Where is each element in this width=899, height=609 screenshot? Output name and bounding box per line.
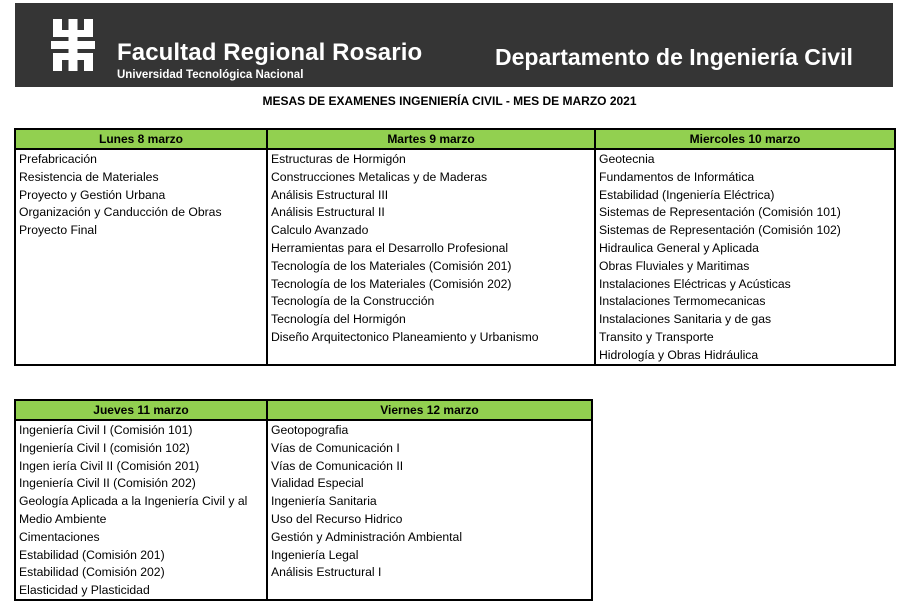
subject-item: Sistemas de Representación (Comisión 101) [599,205,841,220]
subject-list [268,421,591,582]
subject-item: Ingeniería Civil I (comisión 102) [19,440,190,455]
subject-item: Vías de Comunicación I [271,440,400,455]
subject-item: Hidraulica General y Aplicada [599,240,759,255]
page-title: MESAS DE EXAMENES INGENIERÍA CIVIL - MES DE MARZO 2021 [262,94,637,108]
schedule-table-week-1 [14,128,896,366]
subject-item: Transito y Transporte [599,329,714,344]
header-banner [15,3,893,87]
department-name: Departamento de Ingeniería Civil [495,44,853,70]
subject-item: Estabilidad (Comisión 202) [19,565,165,580]
subject-item: Uso del Recurso Hidrico [271,511,403,526]
subject-list [596,150,894,365]
institution-name: Facultad Regional Rosario [117,39,423,66]
subject-item: Cimentaciones [19,529,100,544]
subject-item: Geotopografia [271,423,349,437]
subject-item: Diseño Arquitectonico Planeamiento y Urbanismo [271,329,539,344]
day-column [16,130,266,364]
subject-item: Geotecnia [599,152,655,166]
day-header: Martes 9 marzo [268,130,594,150]
subject-list [16,150,266,240]
subject-item: Tecnología del Hormigón [271,312,406,327]
day-column [266,130,594,364]
subject-item: Tecnología de la Construcción [271,294,435,309]
university-name: Universidad Tecnológica Nacional [117,69,304,81]
subject-item: Fundamentos de Informática [599,169,755,184]
subject-item: Ingen iería Civil II (Comisión 201) [19,458,200,473]
subject-list [16,421,266,600]
subject-item: Estabilidad (Comisión 201) [19,547,165,562]
subject-item: Prefabricación [19,152,97,166]
subject-item: Tecnología de los Materiales (Comisión 202) [271,276,512,291]
subject-item: Geología Aplicada a la Ingeniería Civil y al Medio Ambiente [19,494,248,526]
subject-item: Ingeniería Civil I (Comisión 101) [19,423,193,437]
subject-item: Vialidad Especial [271,476,364,491]
day-column [594,130,894,364]
subject-item: Análisis Estructural II [271,205,385,220]
day-header: Viernes 12 marzo [268,401,591,421]
subject-item: Obras Fluviales y Maritimas [599,258,750,273]
subject-item: Análisis Estructural I [271,565,382,580]
subject-item: Análisis Estructural III [271,187,389,202]
subject-item: Calculo Avanzado [271,223,369,238]
day-header: Miercoles 10 marzo [596,130,894,150]
subject-item: Sistemas de Representación (Comisión 102) [599,223,841,238]
subject-item: Gestión y Administración Ambiental [271,529,463,544]
subject-item: Construcciones Metalicas y de Maderas [271,169,488,184]
subject-item: Tecnología de los Materiales (Comisión 201) [271,258,512,273]
day-column [16,401,266,599]
subject-item: Ingeniería Civil II (Comisión 202) [19,476,196,491]
subject-item: Resistencia de Materiales [19,169,159,184]
subject-item: Proyecto Final [19,223,97,238]
subject-item: Hidrología y Obras Hidráulica [599,347,759,362]
day-header: Jueves 11 marzo [16,401,266,421]
subject-item: Proyecto y Gestión Urbana [19,187,166,202]
subject-item: Ingeniería Legal [271,547,359,562]
subject-item: Instalaciones Sanitaria y de gas [599,312,772,327]
subject-item: Estabilidad (Ingeniería Eléctrica) [599,187,775,202]
subject-item: Estructuras de Hormigón [271,152,406,166]
subject-item: Instalaciones Eléctricas y Acústicas [599,276,791,291]
subject-item: Elasticidad y Plasticidad [19,583,150,598]
day-column [266,401,591,599]
subject-item: Herramientas para el Desarrollo Profesional [271,240,509,255]
subject-item: Organización y Canducción de Obras [19,205,222,220]
schedule-table-week-2 [14,399,593,601]
day-header: Lunes 8 marzo [16,130,266,150]
utn-logo-icon [51,19,95,71]
subject-item: Vías de Comunicación II [271,458,404,473]
subject-list [268,150,594,347]
subject-item: Instalaciones Termomecanicas [599,294,766,309]
subject-item: Ingeniería Sanitaria [271,494,377,509]
